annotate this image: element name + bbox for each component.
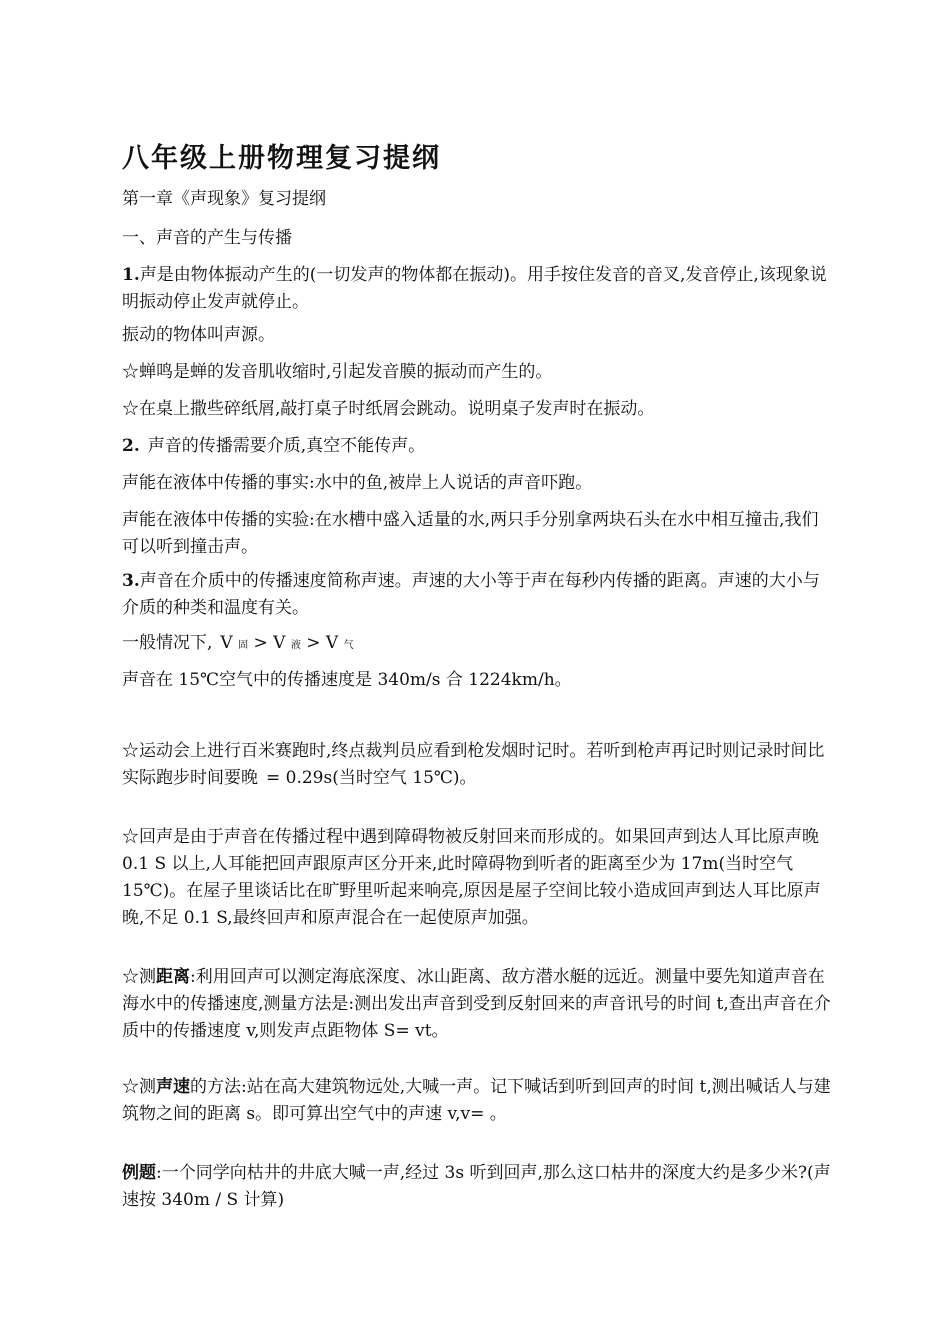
paragraph-text: 声是由物体振动产生的(一切发声的物体都在振动)。用手按住发音的音叉,发音停止,该现象说明振动停止发声就停止。 [122,265,827,312]
paragraph-1 [122,262,834,316]
paragraph-6: 声能在液体中传播的事实:水中的鱼,被岸上人说话的声音吓跑。 [122,473,593,493]
paragraph-11: ☆运动会上进行百米赛跑时,终点裁判员应看到枪发烟时记时。若听到枪声再记时则记录时间比实际跑步时间要晚 = 0.29s(当时空气 15℃)。 [122,741,825,788]
paragraph-7: 声能在液体中传播的实验:在水槽中盛入适量的水,两只手分别拿两块石头在水中相互撞击,我们可以听到撞击声。 [122,510,819,557]
item-number: 3. [122,571,140,591]
paragraph-5 [122,433,834,459]
paragraph-9: 一般情况下, V 固 > V 液 > V 气 [122,633,354,653]
paragraph-2: 振动的物体叫声源。 [122,325,275,345]
example-paragraph: 例题:一个同学向枯井的井底大喊一声,经过 3s 听到回声,那么这口枯井的深度大约是多少米?(声速按 340m / S 计算) [122,1163,831,1210]
item-number: 2. [122,436,140,456]
paragraph-12: ☆回声是由于声音在传播过程中遇到障碍物被反射回来而形成的。如果回声到达人耳比原声晚 0.1 S 以上,人耳能把回声跟原声区分开来,此时障碍物到听者的距离至少为 17m(当时空气 15℃)。在屋子里谈话比在旷野里听起来响亮,原因是屋子空间比较小造成回声到达人耳比原声晚,不足 0.1 S,最终回声和原声混合在一起使原声加强。 [122,827,821,928]
paragraph-4: ☆在桌上撒些碎纸屑,敲打桌子时纸屑会跳动。说明桌子发声时在振动。 [122,399,655,419]
paragraph-text: 声音的传播需要介质,真空不能传声。 [147,436,426,456]
paragraph-text: 声音在介质中的传播速度简称声速。声速的大小等于声在每秒内传播的距离。声速的大小与介质的种类和温度有关。 [122,571,820,618]
paragraph-13: ☆测距离:利用回声可以测定海底深度、冰山距离、敌方潜水艇的远近。测量中要先知道声音在海水中的传播速度,测量方法是:测出发出声音到受到反射回来的声音讯号的时间 t,查出声音在介质中的传播速度 v,则发声点距物体 S= vt。 [122,967,831,1041]
paragraph-8 [122,568,834,622]
paragraph-3: ☆蝉鸣是蝉的发音肌收缩时,引起发音膜的振动而产生的。 [122,362,553,382]
paragraph-14: ☆测声速的方法:站在高大建筑物远处,大喊一声。记下喊话到听到回声的时间 t,测出喊话人与建筑物之间的距离 s。即可算出空气中的声速 v,v= 。 [122,1077,831,1124]
paragraph-10: 声音在 15℃空气中的传播速度是 340m/s 合 1224km/h。 [122,670,572,690]
page-title: 八年级上册物理复习提纲 [122,143,441,174]
chapter-heading: 第一章《声现象》复习提纲 [122,189,326,209]
item-number: 1. [122,265,140,285]
section-heading: 一、声音的产生与传播 [122,228,292,248]
